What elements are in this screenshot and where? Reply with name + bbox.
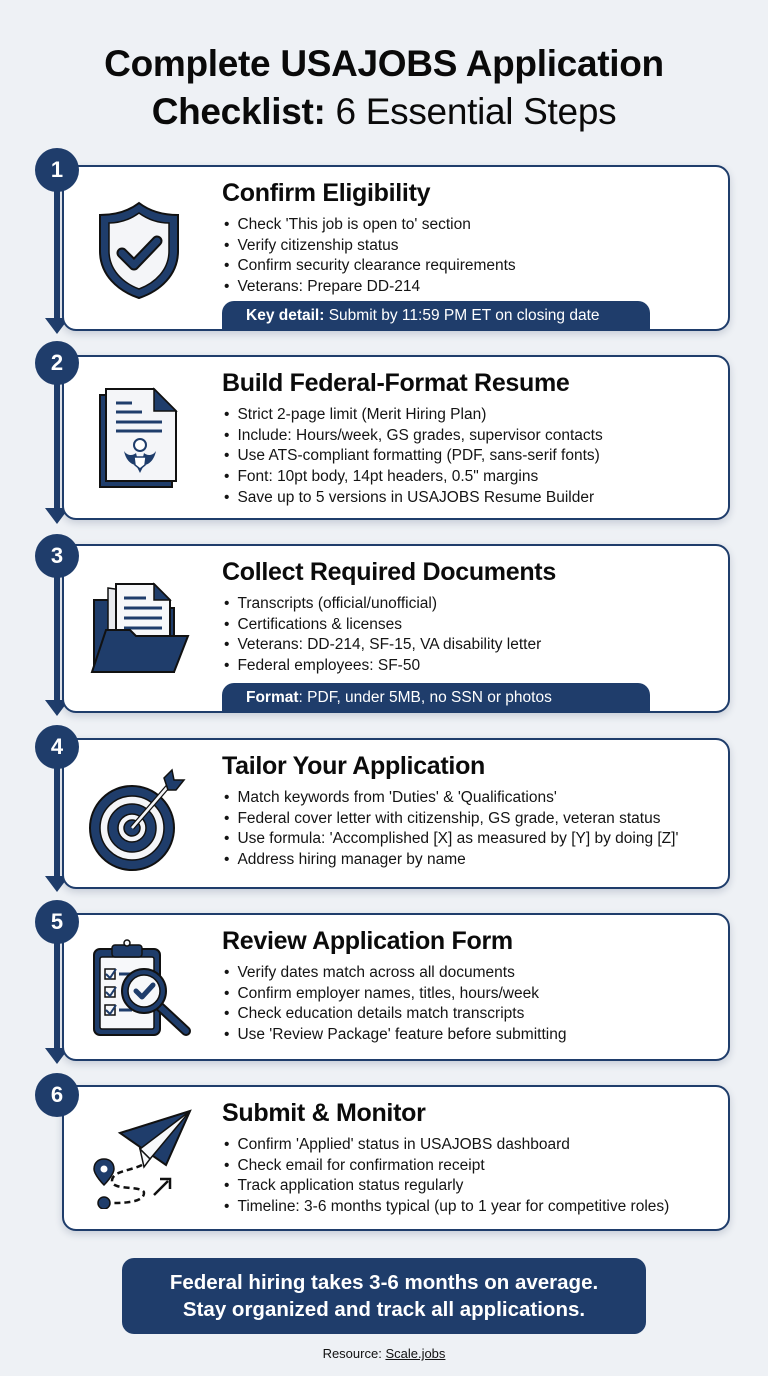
- page-title: [0, 40, 768, 136]
- shield-check-icon: [94, 199, 184, 301]
- step-number-badge: 2: [35, 341, 79, 385]
- list-item: • Federal employees: SF-50: [224, 656, 541, 677]
- list-item: • Veterans: Prepare DD-214: [224, 277, 516, 298]
- resume-document-seal-icon: [96, 387, 180, 491]
- step-heading: Submit & Monitor: [222, 1099, 426, 1127]
- step-heading: Review Application Form: [222, 927, 513, 955]
- step-bullet-list: [224, 788, 678, 871]
- step-number-badge: 4: [35, 725, 79, 769]
- step-card-1: [62, 165, 730, 331]
- list-item: • Timeline: 3-6 months typical (up to 1 year for competitive roles): [224, 1197, 669, 1218]
- step-card-5: [62, 913, 730, 1061]
- key-detail-note: [222, 301, 650, 331]
- list-item: • Match keywords from 'Duties' & 'Qualifications': [224, 788, 678, 809]
- paper-plane-route-icon: [90, 1109, 194, 1209]
- list-item: • Track application status regularly: [224, 1176, 669, 1197]
- list-item: • Confirm 'Applied' status in USAJOBS dashboard: [224, 1135, 669, 1156]
- folder-documents-icon: [90, 582, 190, 676]
- title-line-1: Complete USAJOBS Application: [104, 43, 664, 84]
- step-heading: Collect Required Documents: [222, 558, 556, 586]
- list-item: • Include: Hours/week, GS grades, supervisor contacts: [224, 426, 603, 447]
- format-note: [222, 683, 650, 713]
- resource-label: Resource:: [322, 1346, 386, 1361]
- list-item: • Confirm employer names, titles, hours/week: [224, 984, 566, 1005]
- banner-line-1: Federal hiring takes 3-6 months on average.: [169, 1271, 599, 1294]
- list-item: • Check 'This job is open to' section: [224, 215, 516, 236]
- list-item: • Address hiring manager by name: [224, 850, 678, 871]
- timeline-rail-1: [54, 180, 60, 318]
- note-label: Key detail:: [246, 307, 325, 324]
- step-bullet-list: [224, 1135, 669, 1218]
- step-bullet-list: [224, 594, 541, 677]
- list-item: • Verify dates match across all documents: [224, 963, 566, 984]
- target-arrow-icon: [88, 768, 188, 872]
- list-item: • Confirm security clearance requirements: [224, 256, 516, 277]
- step-card-3: [62, 544, 730, 713]
- list-item: • Check education details match transcripts: [224, 1004, 566, 1025]
- step-heading: Tailor Your Application: [222, 752, 486, 780]
- step-heading: Build Federal-Format Resume: [222, 369, 570, 397]
- banner-line-2: Stay organized and track all applications.: [182, 1298, 586, 1321]
- list-item: • Transcripts (official/unofficial): [224, 594, 541, 615]
- step-bullet-list: [224, 963, 566, 1046]
- list-item: • Federal cover letter with citizenship, GS grade, veteran status: [224, 809, 678, 830]
- timeline-rail-5: [54, 932, 60, 1048]
- summary-banner: [122, 1258, 646, 1334]
- list-item: • Verify citizenship status: [224, 236, 516, 257]
- list-item: • Strict 2-page limit (Merit Hiring Plan): [224, 405, 603, 426]
- resource-link[interactable]: Scale.jobs: [385, 1346, 446, 1361]
- timeline-rail-4: [54, 756, 60, 876]
- list-item: • Certifications & licenses: [224, 615, 541, 636]
- clipboard-magnifier-icon: [92, 939, 196, 1039]
- step-number-badge: 3: [35, 534, 79, 578]
- list-item: • Use ATS-compliant formatting (PDF, sans-serif fonts): [224, 446, 603, 467]
- note-text: : PDF, under 5MB, no SSN or photos: [298, 689, 552, 706]
- note-text: Submit by 11:59 PM ET on closing date: [324, 307, 600, 324]
- list-item: • Use 'Review Package' feature before submitting: [224, 1025, 566, 1046]
- step-card-4: [62, 738, 730, 889]
- timeline-rail-2: [54, 372, 60, 508]
- list-item: • Use formula: 'Accomplished [X] as measured by [Y] by doing [Z]': [224, 829, 678, 850]
- list-item: • Check email for confirmation receipt: [224, 1156, 669, 1177]
- list-item: • Font: 10pt body, 14pt headers, 0.5" margins: [224, 467, 603, 488]
- title-line-2-bold: Checklist:: [151, 91, 326, 132]
- timeline-rail-3: [54, 565, 60, 701]
- step-card-6: [62, 1085, 730, 1231]
- list-item: • Veterans: DD-214, SF-15, VA disability letter: [224, 635, 541, 656]
- step-number-badge: 6: [35, 1073, 79, 1117]
- step-number-badge: 5: [35, 900, 79, 944]
- step-card-2: [62, 355, 730, 520]
- note-label: Format: [246, 689, 299, 706]
- list-item: • Save up to 5 versions in USAJOBS Resume Builder: [224, 488, 603, 509]
- resource-credit: [0, 1346, 768, 1361]
- title-line-2-regular: 6 Essential Steps: [325, 91, 617, 132]
- step-number-badge: 1: [35, 148, 79, 192]
- step-bullet-list: [224, 215, 516, 298]
- step-bullet-list: [224, 405, 603, 509]
- step-heading: Confirm Eligibility: [222, 179, 431, 207]
